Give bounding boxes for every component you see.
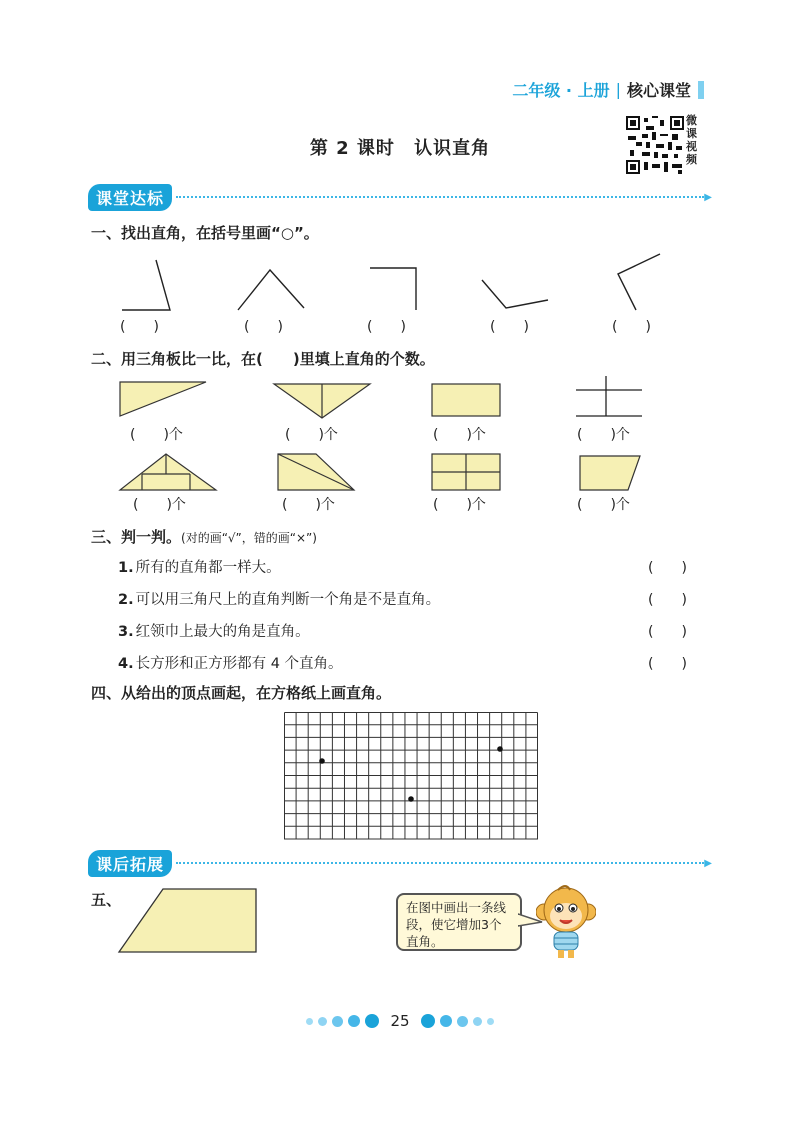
q1-answer-paren[interactable]: ( ): [490, 319, 529, 335]
decor-dot: [473, 1017, 482, 1026]
question-5-label: 五、: [91, 891, 122, 909]
judge-item-3: [118, 620, 310, 641]
item-text: 可以用三角尺上的直角判断一个角是不是直角。: [135, 592, 441, 608]
decor-dot: [457, 1016, 468, 1027]
question-4: 四、从给出的顶点画起，在方格纸上画直角。: [91, 684, 392, 702]
item-number: 4.: [118, 656, 134, 672]
qr-label-char: 微: [686, 114, 697, 127]
rectangle-shape: [432, 384, 500, 416]
question-2: 二、用三角板比一比，在( )里填上直角的个数。: [91, 350, 435, 368]
header-bar-decoration: [698, 81, 704, 99]
parallelogram-shape: [580, 456, 640, 490]
decor-dot: [421, 1014, 435, 1028]
dotted-rule: [176, 862, 704, 864]
page-number: 25: [390, 1012, 410, 1030]
question-1: 一、找出直角，在括号里画“○”。: [91, 224, 319, 242]
item-number: 2.: [118, 592, 134, 608]
q1-answer-paren[interactable]: ( ): [120, 319, 159, 335]
decor-dot: [306, 1018, 313, 1025]
item-number: 3.: [118, 624, 134, 640]
decor-dot: [365, 1014, 379, 1028]
q2-answer-blank[interactable]: ( )个: [577, 497, 630, 513]
triangle-with-inner-shape: [120, 454, 216, 490]
item-text: 红领巾上最大的角是直角。: [135, 624, 310, 640]
decor-dot: [440, 1015, 452, 1027]
grade-label: 二年级 · 上册: [512, 81, 610, 100]
q2-shape-figures: [110, 376, 650, 496]
page-footer: [0, 1012, 800, 1030]
angle-figure-3: [370, 268, 416, 310]
angle-figure-2: [238, 270, 304, 310]
judge-item-4: [118, 652, 343, 673]
lesson-name: 认识直角: [414, 138, 491, 159]
right-triangle-shape: [120, 382, 206, 416]
monkey-mascot-icon: [536, 882, 596, 960]
decor-dot: [332, 1016, 343, 1027]
qr-label-char: 频: [686, 153, 697, 166]
section-header-extension: [88, 849, 712, 877]
q2-answer-blank[interactable]: ( )个: [433, 427, 486, 443]
q1-answer-paren[interactable]: ( ): [612, 319, 651, 335]
item-number: 1.: [118, 560, 134, 576]
vertex-dot: [497, 746, 503, 752]
q2-answer-blank[interactable]: ( )个: [577, 427, 630, 443]
vertex-dot: [319, 758, 325, 764]
qr-label-char: 视: [686, 140, 697, 153]
series-label: 核心课堂: [626, 81, 691, 100]
q5-trapezoid-figure[interactable]: [116, 886, 260, 956]
judge-item-1: [118, 556, 281, 577]
arrow-right-icon: ▶: [704, 191, 712, 203]
judge-answer-paren[interactable]: ( ): [648, 592, 687, 608]
q1-angle-figures: [110, 248, 690, 318]
question-3: [91, 526, 317, 547]
qr-label-char: 课: [686, 127, 697, 140]
square-grid-paper[interactable]: [284, 712, 538, 840]
decor-dot: [318, 1017, 327, 1026]
qr-code-icon[interactable]: [626, 116, 684, 174]
cross-lines-figure: [576, 376, 642, 416]
angle-figure-5: [618, 254, 660, 310]
angle-figure-4: [482, 280, 548, 308]
judge-answer-paren[interactable]: ( ): [648, 560, 687, 576]
section-header-classwork: [88, 183, 712, 211]
dotted-rule: [176, 196, 704, 198]
q2-answer-blank[interactable]: ( )个: [133, 497, 186, 513]
question-3-text: 三、判一判。: [91, 528, 182, 546]
decor-dot: [487, 1018, 494, 1025]
arrow-right-icon: ▶: [704, 857, 712, 869]
q2-answer-blank[interactable]: ( )个: [282, 497, 335, 513]
q2-answer-blank[interactable]: ( )个: [285, 427, 338, 443]
q2-answer-blank[interactable]: ( )个: [130, 427, 183, 443]
section-tag: 课堂达标: [88, 184, 172, 211]
q1-answer-paren[interactable]: ( ): [244, 319, 283, 335]
item-text: 所有的直角都一样大。: [135, 560, 281, 576]
q1-answer-paren[interactable]: ( ): [367, 319, 406, 335]
judge-answer-paren[interactable]: ( ): [648, 624, 687, 640]
decor-dot: [348, 1015, 360, 1027]
vertex-dot: [408, 796, 414, 802]
q2-answer-blank[interactable]: ( )个: [433, 497, 486, 513]
micro-video-label: [686, 114, 700, 166]
lesson-number: 第 2 课时: [309, 138, 395, 159]
book-header: [512, 78, 704, 101]
judge-item-2: [118, 588, 440, 609]
question-3-hint: (对的画“√”，错的画“×”): [181, 531, 317, 545]
header-divider: |: [615, 80, 621, 99]
speech-bubble: 在图中画出一条线段，使它增加3个直角。: [396, 893, 522, 951]
angle-figure-1: [122, 260, 170, 310]
judge-answer-paren[interactable]: ( ): [648, 656, 687, 672]
section-tag: 课后拓展: [88, 850, 172, 877]
item-text: 长方形和正方形都有 4 个直角。: [135, 656, 343, 672]
